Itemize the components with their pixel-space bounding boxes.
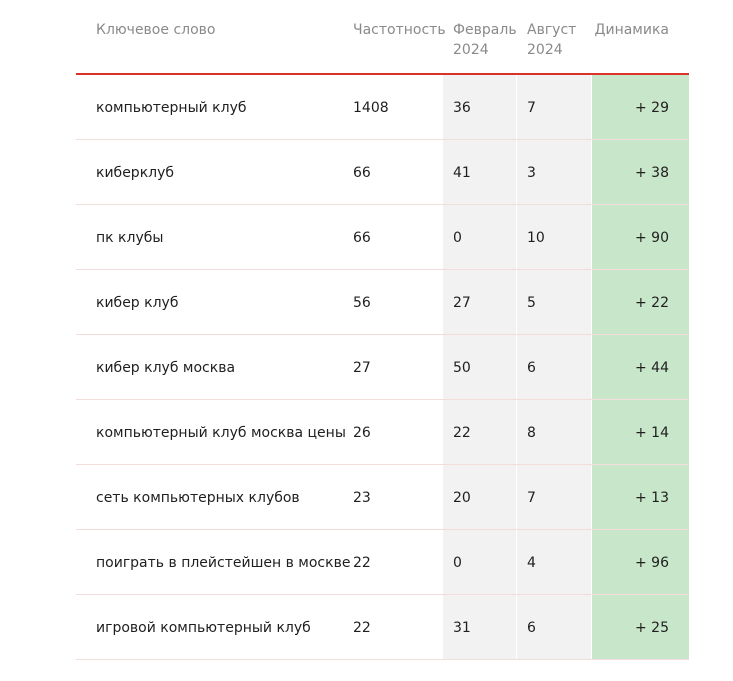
cell-february-2024: 27 xyxy=(453,295,471,311)
table-row xyxy=(76,140,689,205)
cell-august-2024: 7 xyxy=(527,100,536,116)
cell-dynamics: + 29 xyxy=(635,100,669,116)
cell-frequency: 66 xyxy=(353,165,371,181)
table-row xyxy=(76,335,689,400)
cell-frequency: 66 xyxy=(353,230,371,246)
cell-february-2024: 41 xyxy=(453,165,471,181)
table-header xyxy=(76,0,689,75)
cell-keyword: поиграть в плейстейшен в москве xyxy=(96,555,351,571)
cell-dynamics: + 14 xyxy=(635,425,669,441)
cell-dynamics: + 25 xyxy=(635,620,669,636)
keyword-table xyxy=(76,0,689,660)
cell-dynamics: + 44 xyxy=(635,360,669,376)
cell-keyword: пк клубы xyxy=(96,230,164,246)
cell-keyword: компьютерный клуб москва цены xyxy=(96,425,346,441)
header-dynamics: Динамика xyxy=(594,22,669,38)
header-frequency: Частотность xyxy=(353,22,446,38)
cell-february-2024: 50 xyxy=(453,360,471,376)
cell-keyword: игровой компьютерный клуб xyxy=(96,620,311,636)
cell-dynamics: + 90 xyxy=(635,230,669,246)
table-body xyxy=(76,75,689,660)
cell-august-2024: 4 xyxy=(527,555,536,571)
cell-frequency: 1408 xyxy=(353,100,389,116)
cell-august-2024: 5 xyxy=(527,295,536,311)
cell-dynamics: + 96 xyxy=(635,555,669,571)
header-february-2024: Февраль 2024 xyxy=(453,22,517,58)
cell-august-2024: 10 xyxy=(527,230,545,246)
cell-keyword: киберклуб xyxy=(96,165,175,181)
cell-dynamics: + 22 xyxy=(635,295,669,311)
header-keyword: Ключевое слово xyxy=(96,22,216,38)
cell-february-2024: 31 xyxy=(453,620,471,636)
cell-february-2024: 0 xyxy=(453,555,462,571)
cell-frequency: 27 xyxy=(353,360,371,376)
cell-keyword: сеть компьютерных клубов xyxy=(96,490,300,506)
cell-february-2024: 0 xyxy=(453,230,462,246)
table-row xyxy=(76,270,689,335)
cell-february-2024: 22 xyxy=(453,425,471,441)
table-row xyxy=(76,75,689,140)
table-row xyxy=(76,400,689,465)
cell-august-2024: 3 xyxy=(527,165,536,181)
header-august-2024: Август 2024 xyxy=(527,22,577,58)
cell-keyword: кибер клуб xyxy=(96,295,179,311)
cell-frequency: 22 xyxy=(353,620,371,636)
cell-august-2024: 8 xyxy=(527,425,536,441)
cell-keyword: кибер клуб москва xyxy=(96,360,236,376)
cell-dynamics: + 13 xyxy=(635,490,669,506)
cell-february-2024: 20 xyxy=(453,490,471,506)
cell-august-2024: 6 xyxy=(527,620,536,636)
table-row xyxy=(76,465,689,530)
cell-frequency: 26 xyxy=(353,425,371,441)
cell-august-2024: 6 xyxy=(527,360,536,376)
table-row xyxy=(76,205,689,270)
table-row xyxy=(76,595,689,660)
cell-august-2024: 7 xyxy=(527,490,536,506)
cell-frequency: 56 xyxy=(353,295,371,311)
table-row xyxy=(76,530,689,595)
cell-dynamics: + 38 xyxy=(635,165,669,181)
cell-february-2024: 36 xyxy=(453,100,471,116)
cell-keyword: компьютерный клуб xyxy=(96,100,247,116)
cell-frequency: 23 xyxy=(353,490,371,506)
cell-frequency: 22 xyxy=(353,555,371,571)
